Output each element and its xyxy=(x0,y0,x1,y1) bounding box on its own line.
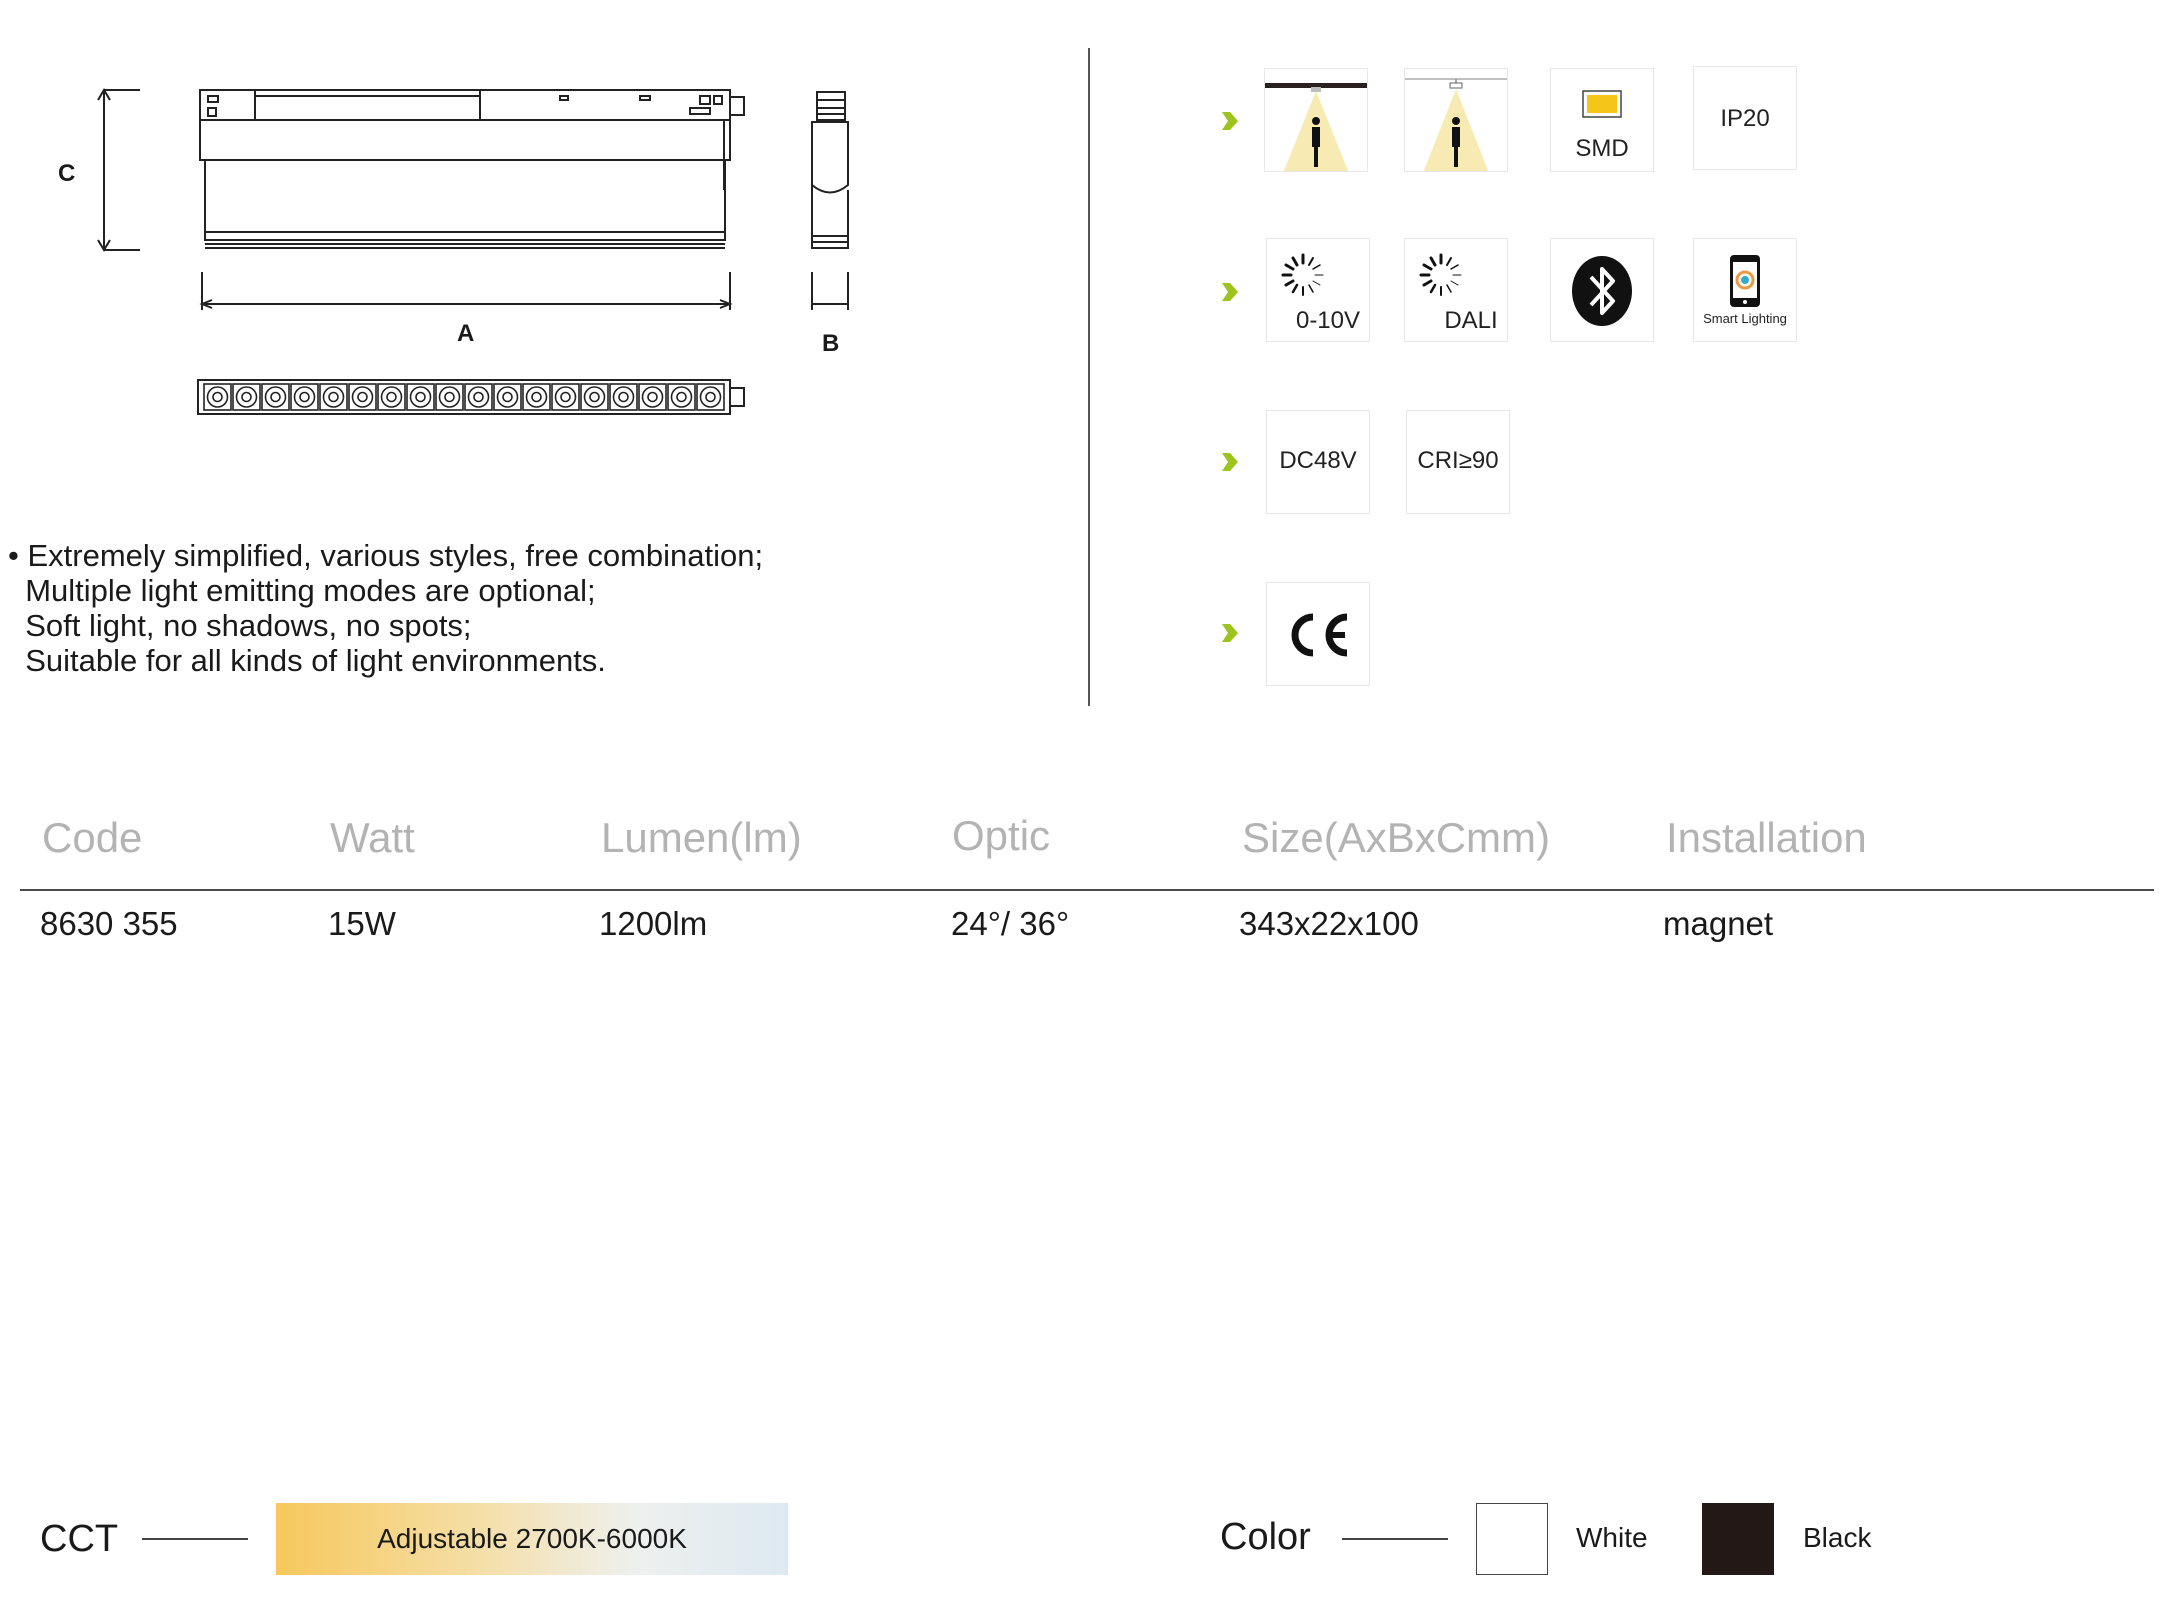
lens-inner xyxy=(590,393,599,402)
ip20-icon xyxy=(1693,66,1797,170)
smart-lighting-icon xyxy=(1693,238,1797,342)
lens-inner xyxy=(619,393,628,402)
spec-cell-optic: 24°/ 36° xyxy=(951,905,1070,942)
lens-inner xyxy=(242,393,251,402)
spec-header-lumen: Lumen(lm) xyxy=(601,814,802,861)
cct-label: CCT xyxy=(40,1518,119,1560)
lens-outer xyxy=(498,387,518,407)
spec-header-watt: Watt xyxy=(330,814,415,861)
lens-inner xyxy=(329,393,338,402)
lens-outer xyxy=(701,387,721,407)
lens-outer xyxy=(585,387,605,407)
feature-line: Suitable for all kinds of light environments. xyxy=(8,643,606,678)
dimension-c-label: C xyxy=(58,160,76,187)
dc48v-icon xyxy=(1266,410,1370,514)
black-swatch-label: Black xyxy=(1803,1522,1872,1553)
lens-inner xyxy=(503,393,512,402)
cri-icon xyxy=(1406,410,1510,514)
lens-outer xyxy=(614,387,634,407)
feature-line: Multiple light emitting modes are optional; xyxy=(8,573,596,608)
lens-outer xyxy=(527,387,547,407)
lens-inner xyxy=(416,393,425,402)
lens-outer xyxy=(382,387,402,407)
color-label: Color xyxy=(1220,1516,1311,1558)
dali-label: DALI xyxy=(1444,307,1498,334)
lens-outer xyxy=(643,387,663,407)
lens-outer xyxy=(353,387,373,407)
lens-outer xyxy=(266,387,286,407)
lens-inner xyxy=(648,393,657,402)
lens-inner xyxy=(561,393,570,402)
bluetooth-icon xyxy=(1550,238,1654,342)
feature-list xyxy=(8,538,763,678)
feature-line: • Extremely simplified, various styles, free combination; xyxy=(8,538,764,573)
cct-connector-line xyxy=(142,1538,248,1540)
lens-outer xyxy=(440,387,460,407)
spec-header-optic: Optic xyxy=(952,812,1051,859)
vertical-divider xyxy=(1088,48,1090,706)
suspended-light-icon xyxy=(1404,68,1508,172)
lens-outer xyxy=(324,387,344,407)
dc48v-label: DC48V xyxy=(1279,447,1357,474)
lens-inner xyxy=(532,393,541,402)
lens-outer xyxy=(295,387,315,407)
surface-mounted-light-icon xyxy=(1264,68,1368,172)
dimming-0-10v-label: 0-10V xyxy=(1295,307,1361,334)
lens-outer xyxy=(672,387,692,407)
lens-inner xyxy=(387,393,396,402)
smart-lighting-label: Smart Lighting xyxy=(1703,311,1787,326)
white-swatch xyxy=(1476,1503,1548,1575)
cct-gradient-bar xyxy=(276,1503,788,1575)
spec-header-code: Code xyxy=(42,814,143,861)
ce-mark-icon xyxy=(1266,582,1370,686)
black-swatch xyxy=(1702,1503,1774,1575)
lens-outer xyxy=(411,387,431,407)
dimension-a-label: A xyxy=(457,320,475,347)
color-connector-line xyxy=(1342,1538,1448,1540)
row-marker-icon xyxy=(1222,283,1238,301)
spec-header-installation: Installation xyxy=(1666,814,1867,861)
smd-icon xyxy=(1550,68,1654,172)
spec-header-size: Size(AxBxCmm) xyxy=(1242,814,1551,861)
lens-inner xyxy=(213,393,222,402)
cri-label: CRI≥90 xyxy=(1417,447,1499,474)
spec-cell-code: 8630 355 xyxy=(40,905,178,942)
lens-inner xyxy=(706,393,715,402)
lens-inner xyxy=(474,393,483,402)
spec-cell-lumen: 1200lm xyxy=(599,905,708,942)
lens-inner xyxy=(300,393,309,402)
cct-value: Adjustable 2700K-6000K xyxy=(377,1523,687,1554)
spec-cell-size: 343x22x100 xyxy=(1239,905,1419,942)
row-marker-icon xyxy=(1222,624,1238,642)
smd-label: SMD xyxy=(1575,135,1629,162)
spec-cell-installation: magnet xyxy=(1663,905,1774,942)
lens-outer xyxy=(208,387,228,407)
lens-inner xyxy=(677,393,686,402)
row-marker-icon xyxy=(1222,112,1238,130)
spec-table-rule xyxy=(20,889,2154,891)
dimension-b-label: B xyxy=(822,330,840,357)
lens-inner xyxy=(271,393,280,402)
lens-inner xyxy=(445,393,454,402)
spec-cell-watt: 15W xyxy=(328,905,396,942)
row-marker-icon xyxy=(1222,453,1238,471)
lens-outer xyxy=(469,387,489,407)
lens-outer xyxy=(556,387,576,407)
dimming-0-10v-icon xyxy=(1266,238,1370,342)
lens-inner xyxy=(358,393,367,402)
dali-icon xyxy=(1404,238,1508,342)
lens-outer xyxy=(237,387,257,407)
ip20-label: IP20 xyxy=(1720,105,1770,132)
feature-line: Soft light, no shadows, no spots; xyxy=(8,608,472,643)
white-swatch-label: White xyxy=(1576,1522,1648,1553)
